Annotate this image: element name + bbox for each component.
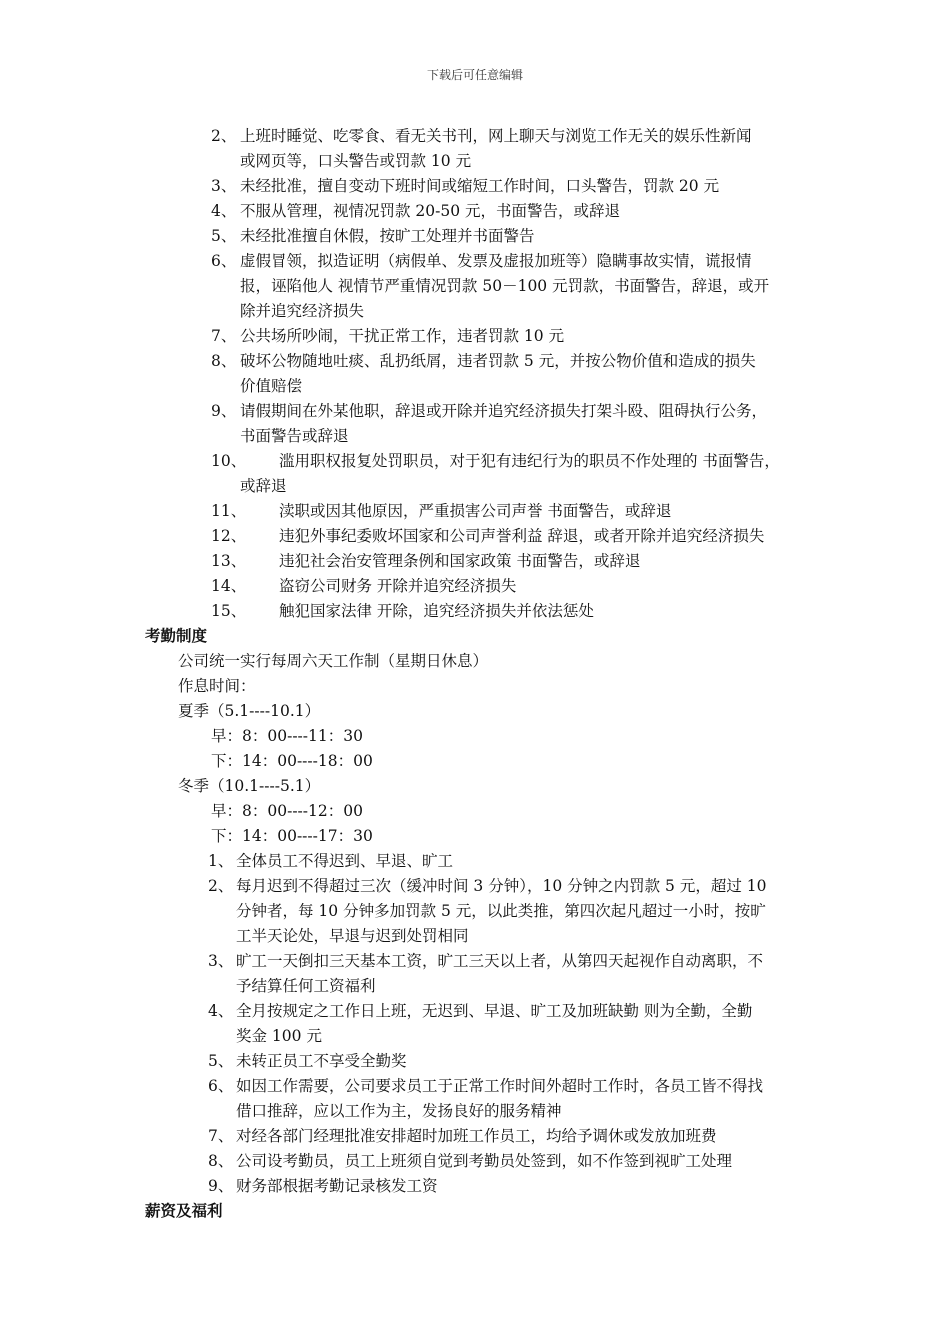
list-item-number: 7、 <box>208 1127 234 1145</box>
list-item-number: 8、 <box>211 352 237 370</box>
list-item-number: 13、 <box>211 552 247 570</box>
list-item-text: 上班时睡觉、吃零食、看无关书刊，网上聊天与浏览工作无关的娱乐性新闻 <box>240 127 752 145</box>
list-item-text: 旷工一天倒扣三天基本工资，旷工三天以上者，从第四天起视作自动离职，不 <box>236 952 764 970</box>
list-item-text-cont: 分钟者，每 10 分钟多加罚款 5 元，以此类推，第四次起凡超过一小时，按旷 <box>236 902 766 920</box>
list-item-text: 破坏公物随地吐痰、乱扔纸屑，违者罚款 5 元，并按公物价值和造成的损失 <box>240 352 756 370</box>
attendance-intro: 公司统一实行每周六天工作制（星期日休息） <box>178 652 489 670</box>
list-item-text: 未经批准擅自休假，按旷工处理并书面警告 <box>240 227 535 245</box>
page-header: 下载后可任意编辑 <box>426 68 523 82</box>
list-item-text: 每月迟到不得超过三次（缓冲时间 3 分钟），10 分钟之内罚款 5 元，超过 10 <box>236 877 767 895</box>
list-item-text-cont: 予结算任何工资福利 <box>236 977 376 995</box>
section-heading-attendance: 考勤制度 <box>145 627 208 645</box>
list-item-text-cont: 报，诬陷他人 视情节严重情况罚款 50－100 元罚款，书面警告，辞退，或开 <box>240 277 770 295</box>
summer-morning: 早：8：00----11：30 <box>211 727 363 745</box>
list-item-text: 如因工作需要，公司要求员工于正常工作时间外超时工作时，各员工皆不得找 <box>236 1077 764 1095</box>
list-item-number: 8、 <box>208 1152 234 1170</box>
list-item-text: 公司设考勤员，员工上班须自觉到考勤员处签到，如不作签到视旷工处理 <box>236 1152 733 1170</box>
list-item-number: 2、 <box>208 877 234 895</box>
list-item-text-cont: 价值赔偿 <box>240 377 303 395</box>
list-item-text: 违犯外事纪委败坏国家和公司声誉利益 辞退，或者开除并追究经济损失 <box>279 527 765 545</box>
list-item-number: 6、 <box>208 1077 234 1095</box>
list-item-number: 7、 <box>211 327 237 345</box>
list-item-number: 5、 <box>211 227 237 245</box>
section-heading-salary: 薪资及福利 <box>145 1202 223 1220</box>
list-item-text: 对经各部门经理批准安排超时加班工作员工，均给予调休或发放加班费 <box>236 1127 717 1145</box>
list-item-text-cont: 奖金 100 元 <box>236 1027 322 1045</box>
list-item-number: 4、 <box>211 202 237 220</box>
list-item-number: 9、 <box>211 402 237 420</box>
list-item-text-cont: 书面警告或辞退 <box>240 427 349 445</box>
list-item-number: 5、 <box>208 1052 234 1070</box>
summer-label: 夏季（5.1----10.1） <box>178 702 321 720</box>
list-item-number: 4、 <box>208 1002 234 1020</box>
list-item-text: 全体员工不得迟到、早退、旷工 <box>236 852 454 870</box>
list-item-number: 11、 <box>211 502 247 520</box>
list-item-number: 1、 <box>208 852 234 870</box>
list-item-text: 渎职或因其他原因，严重损害公司声誉 书面警告，或辞退 <box>279 502 672 520</box>
winter-morning: 早：8：00----12：00 <box>211 802 363 820</box>
list-item-text: 财务部根据考勤记录核发工资 <box>236 1177 438 1195</box>
list-item-number: 12、 <box>211 527 247 545</box>
summer-afternoon: 下：14：00----18：00 <box>211 752 373 770</box>
list-item-text: 请假期间在外某他职，辞退或开除并追究经济损失打架斗殴、阻碍执行公务， <box>240 402 768 420</box>
list-item-text-cont: 工半天论处，早退与迟到处罚相同 <box>236 927 469 945</box>
list-item-text: 不服从管理，视情况罚款 20-50 元，书面警告，或辞退 <box>240 202 621 220</box>
schedule-label: 作息时间： <box>178 677 256 695</box>
list-item-text: 滥用职权报复处罚职员，对于犯有违纪行为的职员不作处理的 书面警告， <box>279 452 780 470</box>
list-item-text: 未转正员工不享受全勤奖 <box>236 1052 407 1070</box>
list-item-text-cont: 或网页等，口头警告或罚款 10 元 <box>240 152 472 170</box>
list-item-number: 6、 <box>211 252 237 270</box>
list-item-number: 2、 <box>211 127 237 145</box>
winter-afternoon: 下：14：00----17：30 <box>211 827 373 845</box>
list-item-text: 触犯国家法律 开除，追究经济损失并依法惩处 <box>279 602 594 620</box>
list-item-text: 虚假冒领，拟造证明（病假单、发票及虚报加班等）隐瞒事故实情，谎报情 <box>240 252 752 270</box>
list-item-text: 全月按规定之工作日上班，无迟到、早退、旷工及加班缺勤 则为全勤，全勤 <box>236 1002 753 1020</box>
list-item-number: 10、 <box>211 452 247 470</box>
list-item-text-cont: 或辞退 <box>240 477 287 495</box>
list-item-text: 未经批准，擅自变动下班时间或缩短工作时间，口头警告，罚款 20 元 <box>240 177 720 195</box>
list-item-number: 14、 <box>211 577 247 595</box>
winter-label: 冬季（10.1----5.1） <box>178 777 321 795</box>
list-item-text: 公共场所吵闹，干扰正常工作，违者罚款 10 元 <box>240 327 565 345</box>
list-item-text-cont: 除并追究经济损失 <box>240 302 365 320</box>
list-item-number: 15、 <box>211 602 247 620</box>
list-item-text: 违犯社会治安管理条例和国家政策 书面警告，或辞退 <box>279 552 641 570</box>
list-item-number: 3、 <box>208 952 234 970</box>
list-item-text-cont: 借口推辞，应以工作为主，发扬良好的服务精神 <box>236 1102 562 1120</box>
list-item-text: 盗窃公司财务 开除并追究经济损失 <box>279 577 517 595</box>
list-item-number: 9、 <box>208 1177 234 1195</box>
list-item-number: 3、 <box>211 177 237 195</box>
